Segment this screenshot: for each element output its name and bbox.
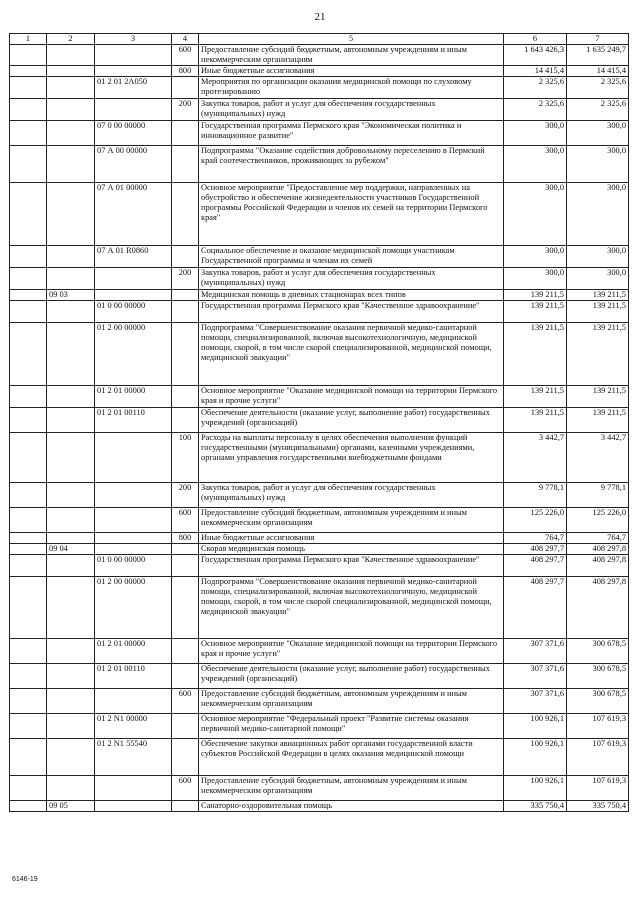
target-article-cell bbox=[95, 776, 172, 801]
amount-col6-cell: 139 211,5 bbox=[504, 323, 567, 386]
subsection-code-cell: 09 04 bbox=[47, 544, 95, 555]
section-code-cell bbox=[10, 183, 47, 246]
amount-col7-cell: 300,0 bbox=[567, 121, 629, 146]
amount-col7-cell: 300,0 bbox=[567, 146, 629, 183]
table-row bbox=[10, 183, 629, 246]
target-article-cell: 01 2 N1 55540 bbox=[95, 739, 172, 776]
item-name-cell: Расходы на выплаты персоналу в целях обеспечения выполнения функций государственными (муниципальными) органами, казенными учреждениями, органами управления государственными внебюджетными фондами bbox=[199, 433, 504, 483]
item-name-cell: Предоставление субсидий бюджетным, автономным учреждениям и иным некоммерческим организациям bbox=[199, 776, 504, 801]
amount-col7-cell: 139 211,5 bbox=[567, 408, 629, 433]
table-row bbox=[10, 555, 629, 577]
amount-col6-cell: 300,0 bbox=[504, 246, 567, 268]
amount-col6-cell: 9 778,1 bbox=[504, 483, 567, 508]
subsection-code-cell bbox=[47, 433, 95, 483]
target-article-cell: 01 2 01 2А050 bbox=[95, 77, 172, 99]
item-name-cell: Закупка товаров, работ и услуг для обеспечения государственных (муниципальных) нужд bbox=[199, 268, 504, 290]
amount-col7-cell: 2 325,6 bbox=[567, 99, 629, 121]
target-article-cell bbox=[95, 99, 172, 121]
expense-type-cell bbox=[172, 739, 199, 776]
target-article-cell: 07 А 01 R0860 bbox=[95, 246, 172, 268]
subsection-code-cell bbox=[47, 386, 95, 408]
expense-type-cell bbox=[172, 246, 199, 268]
table-row bbox=[10, 776, 629, 801]
item-name-cell: Закупка товаров, работ и услуг для обеспечения государственных (муниципальных) нужд bbox=[199, 99, 504, 121]
expense-type-cell bbox=[172, 77, 199, 99]
target-article-cell bbox=[95, 268, 172, 290]
expense-type-cell bbox=[172, 146, 199, 183]
expense-type-cell bbox=[172, 323, 199, 386]
target-article-cell: 07 А 01 00000 bbox=[95, 183, 172, 246]
section-code-cell bbox=[10, 246, 47, 268]
section-code-cell bbox=[10, 544, 47, 555]
table-row bbox=[10, 99, 629, 121]
table-row bbox=[10, 433, 629, 483]
item-name-cell: Обеспечение деятельности (оказание услуг, выполнение работ) государственных учреждений (организаций) bbox=[199, 664, 504, 689]
item-name-cell: Предоставление субсидий бюджетным, автономным учреждениям и иным некоммерческим организациям bbox=[199, 508, 504, 533]
item-name-cell: Санаторно-оздоровительная помощь bbox=[199, 801, 504, 812]
expense-type-cell bbox=[172, 290, 199, 301]
subsection-code-cell bbox=[47, 45, 95, 66]
expense-type-cell bbox=[172, 121, 199, 146]
table-row bbox=[10, 544, 629, 555]
amount-col7-cell: 9 778,1 bbox=[567, 483, 629, 508]
target-article-cell: 07 0 00 00000 bbox=[95, 121, 172, 146]
amount-col6-cell: 139 211,5 bbox=[504, 408, 567, 433]
item-name-cell: Основное мероприятие "Федеральный проект "Развитие системы оказания первичной медико-санитарной помощи" bbox=[199, 714, 504, 739]
expense-type-cell: 600 bbox=[172, 776, 199, 801]
subsection-code-cell bbox=[47, 664, 95, 689]
section-code-cell bbox=[10, 739, 47, 776]
item-name-cell: Основное мероприятие "Предоставление мер поддержки, направленных на обустройство и обеспечение жизнедеятельности участников Государственной программы Российской Федерации и членов их семей на территории Пермского края" bbox=[199, 183, 504, 246]
target-article-cell: 01 2 01 00110 bbox=[95, 664, 172, 689]
target-article-cell: 01 2 01 00000 bbox=[95, 639, 172, 664]
amount-col6-cell: 2 325,6 bbox=[504, 99, 567, 121]
amount-col7-cell: 335 750,4 bbox=[567, 801, 629, 812]
target-article-cell bbox=[95, 533, 172, 544]
subsection-code-cell bbox=[47, 714, 95, 739]
column-number-1: 1 bbox=[10, 34, 47, 45]
amount-col7-cell: 139 211,5 bbox=[567, 323, 629, 386]
target-article-cell bbox=[95, 689, 172, 714]
amount-col7-cell: 107 619,3 bbox=[567, 714, 629, 739]
column-number-5: 5 bbox=[199, 34, 504, 45]
subsection-code-cell bbox=[47, 508, 95, 533]
subsection-code-cell bbox=[47, 776, 95, 801]
amount-col7-cell: 764,7 bbox=[567, 533, 629, 544]
subsection-code-cell bbox=[47, 739, 95, 776]
expense-type-cell: 100 bbox=[172, 433, 199, 483]
amount-col7-cell: 408 297,8 bbox=[567, 577, 629, 639]
amount-col7-cell: 139 211,5 bbox=[567, 301, 629, 323]
table-row bbox=[10, 639, 629, 664]
expense-type-cell bbox=[172, 801, 199, 812]
section-code-cell bbox=[10, 508, 47, 533]
subsection-code-cell bbox=[47, 246, 95, 268]
section-code-cell bbox=[10, 776, 47, 801]
section-code-cell bbox=[10, 483, 47, 508]
page-number: 21 bbox=[314, 11, 326, 23]
column-number-4: 4 bbox=[172, 34, 199, 45]
amount-col7-cell: 300,0 bbox=[567, 268, 629, 290]
amount-col7-cell: 408 297,8 bbox=[567, 544, 629, 555]
target-article-cell bbox=[95, 483, 172, 508]
table-row bbox=[10, 533, 629, 544]
item-name-cell: Подпрограмма "Совершенствование оказания первичной медико-санитарной помощи, специализированной, включая высокотехнологичную, медицинской помощи, скорой, в том числе скорой специализированной, медицинской помощи, медицинской эвакуации" bbox=[199, 323, 504, 386]
item-name-cell: Медицинская помощь в дневных стационарах всех типов bbox=[199, 290, 504, 301]
amount-col6-cell: 139 211,5 bbox=[504, 290, 567, 301]
amount-col7-cell: 139 211,5 bbox=[567, 290, 629, 301]
section-code-cell bbox=[10, 555, 47, 577]
section-code-cell bbox=[10, 77, 47, 99]
table-row bbox=[10, 45, 629, 66]
section-code-cell bbox=[10, 408, 47, 433]
item-name-cell: Государственная программа Пермского края "Качественное здравоохранение" bbox=[199, 555, 504, 577]
subsection-code-cell bbox=[47, 533, 95, 544]
expense-type-cell bbox=[172, 301, 199, 323]
target-article-cell: 01 2 00 00000 bbox=[95, 577, 172, 639]
table-row bbox=[10, 246, 629, 268]
column-number-row bbox=[10, 34, 629, 45]
target-article-cell bbox=[95, 801, 172, 812]
section-code-cell bbox=[10, 801, 47, 812]
subsection-code-cell bbox=[47, 66, 95, 77]
table-row bbox=[10, 739, 629, 776]
subsection-code-cell: 09 03 bbox=[47, 290, 95, 301]
subsection-code-cell bbox=[47, 555, 95, 577]
expense-type-cell bbox=[172, 639, 199, 664]
table-row bbox=[10, 689, 629, 714]
amount-col7-cell: 3 442,7 bbox=[567, 433, 629, 483]
section-code-cell bbox=[10, 714, 47, 739]
column-number-2: 2 bbox=[47, 34, 95, 45]
target-article-cell: 01 0 00 00000 bbox=[95, 555, 172, 577]
table-row bbox=[10, 801, 629, 812]
target-article-cell: 01 2 N1 00000 bbox=[95, 714, 172, 739]
expense-type-cell: 600 bbox=[172, 508, 199, 533]
item-name-cell: Обеспечение закупки авиационных работ органами государственной власти субъектов Российской Федерации в целях оказания медицинской помощи bbox=[199, 739, 504, 776]
target-article-cell: 01 2 00 00000 bbox=[95, 323, 172, 386]
expense-type-cell: 800 bbox=[172, 66, 199, 77]
amount-col6-cell: 307 371,6 bbox=[504, 664, 567, 689]
amount-col7-cell: 14 415,4 bbox=[567, 66, 629, 77]
section-code-cell bbox=[10, 301, 47, 323]
subsection-code-cell bbox=[47, 689, 95, 714]
table-row bbox=[10, 323, 629, 386]
expense-type-cell: 200 bbox=[172, 483, 199, 508]
amount-col6-cell: 300,0 bbox=[504, 121, 567, 146]
expense-type-cell bbox=[172, 544, 199, 555]
section-code-cell bbox=[10, 99, 47, 121]
amount-col6-cell: 335 750,4 bbox=[504, 801, 567, 812]
table-row bbox=[10, 714, 629, 739]
target-article-cell bbox=[95, 290, 172, 301]
section-code-cell bbox=[10, 323, 47, 386]
section-code-cell bbox=[10, 121, 47, 146]
target-article-cell bbox=[95, 544, 172, 555]
expense-type-cell: 600 bbox=[172, 689, 199, 714]
amount-col6-cell: 125 226,0 bbox=[504, 508, 567, 533]
amount-col7-cell: 300,0 bbox=[567, 183, 629, 246]
amount-col6-cell: 139 211,5 bbox=[504, 386, 567, 408]
section-code-cell bbox=[10, 639, 47, 664]
target-article-cell: 01 2 01 00000 bbox=[95, 386, 172, 408]
table-row bbox=[10, 508, 629, 533]
amount-col6-cell: 300,0 bbox=[504, 146, 567, 183]
subsection-code-cell bbox=[47, 183, 95, 246]
amount-col7-cell: 300 678,5 bbox=[567, 664, 629, 689]
section-code-cell bbox=[10, 577, 47, 639]
amount-col6-cell: 2 325,6 bbox=[504, 77, 567, 99]
footer-code: 6146-19 bbox=[12, 876, 38, 883]
column-number-3: 3 bbox=[95, 34, 172, 45]
expense-type-cell bbox=[172, 386, 199, 408]
item-name-cell: Иные бюджетные ассигнования bbox=[199, 533, 504, 544]
item-name-cell: Закупка товаров, работ и услуг для обеспечения государственных (муниципальных) нужд bbox=[199, 483, 504, 508]
amount-col6-cell: 139 211,5 bbox=[504, 301, 567, 323]
item-name-cell: Социальное обеспечение и оказание медицинской помощи участникам Государственной программы и членам их семей bbox=[199, 246, 504, 268]
item-name-cell: Иные бюджетные ассигнования bbox=[199, 66, 504, 77]
table-row bbox=[10, 66, 629, 77]
item-name-cell: Основное мероприятие "Оказание медицинской помощи на территории Пермского края и прочие услуги" bbox=[199, 639, 504, 664]
amount-col6-cell: 307 371,6 bbox=[504, 639, 567, 664]
table-row bbox=[10, 483, 629, 508]
subsection-code-cell bbox=[47, 121, 95, 146]
amount-col6-cell: 300,0 bbox=[504, 183, 567, 246]
section-code-cell bbox=[10, 533, 47, 544]
expense-type-cell bbox=[172, 714, 199, 739]
subsection-code-cell bbox=[47, 323, 95, 386]
target-article-cell bbox=[95, 508, 172, 533]
expense-type-cell bbox=[172, 664, 199, 689]
amount-col7-cell: 300 678,5 bbox=[567, 639, 629, 664]
amount-col7-cell: 2 325,6 bbox=[567, 77, 629, 99]
subsection-code-cell bbox=[47, 301, 95, 323]
section-code-cell bbox=[10, 290, 47, 301]
target-article-cell bbox=[95, 66, 172, 77]
target-article-cell bbox=[95, 433, 172, 483]
subsection-code-cell bbox=[47, 77, 95, 99]
item-name-cell: Обеспечение деятельности (оказание услуг, выполнение работ) государственных учреждений (организаций) bbox=[199, 408, 504, 433]
expense-type-cell bbox=[172, 555, 199, 577]
section-code-cell bbox=[10, 689, 47, 714]
budget-table bbox=[9, 33, 629, 812]
amount-col6-cell: 100 926,1 bbox=[504, 714, 567, 739]
expense-type-cell: 800 bbox=[172, 533, 199, 544]
amount-col7-cell: 139 211,5 bbox=[567, 386, 629, 408]
amount-col6-cell: 408 297,7 bbox=[504, 555, 567, 577]
amount-col6-cell: 408 297,7 bbox=[504, 577, 567, 639]
amount-col7-cell: 1 635 249,7 bbox=[567, 45, 629, 66]
table-row bbox=[10, 121, 629, 146]
subsection-code-cell bbox=[47, 483, 95, 508]
amount-col7-cell: 107 619,3 bbox=[567, 776, 629, 801]
amount-col7-cell: 408 297,8 bbox=[567, 555, 629, 577]
amount-col7-cell: 300,0 bbox=[567, 246, 629, 268]
table-row bbox=[10, 664, 629, 689]
amount-col6-cell: 100 926,1 bbox=[504, 776, 567, 801]
item-name-cell: Предоставление субсидий бюджетным, автономным учреждениям и иным некоммерческим организациям bbox=[199, 689, 504, 714]
subsection-code-cell: 09 05 bbox=[47, 801, 95, 812]
item-name-cell: Основное мероприятие "Оказание медицинской помощи на территории Пермского края и прочие услуги" bbox=[199, 386, 504, 408]
amount-col6-cell: 1 643 426,3 bbox=[504, 45, 567, 66]
subsection-code-cell bbox=[47, 268, 95, 290]
item-name-cell: Мероприятия по организации оказания медицинской помощи по слуховому протезированию bbox=[199, 77, 504, 99]
target-article-cell bbox=[95, 45, 172, 66]
table-row bbox=[10, 146, 629, 183]
amount-col6-cell: 100 926,1 bbox=[504, 739, 567, 776]
section-code-cell bbox=[10, 45, 47, 66]
amount-col6-cell: 764,7 bbox=[504, 533, 567, 544]
expense-type-cell: 200 bbox=[172, 99, 199, 121]
amount-col6-cell: 307 371,6 bbox=[504, 689, 567, 714]
item-name-cell: Государственная программа Пермского края "Экономическая политика и инновационное развитие" bbox=[199, 121, 504, 146]
section-code-cell bbox=[10, 664, 47, 689]
table-body bbox=[10, 45, 629, 812]
amount-col7-cell: 300 678,5 bbox=[567, 689, 629, 714]
item-name-cell: Подпрограмма "Оказание содействия добровольному переселению в Пермский край соотечественников, проживающих за рубежом" bbox=[199, 146, 504, 183]
amount-col7-cell: 107 619,3 bbox=[567, 739, 629, 776]
section-code-cell bbox=[10, 268, 47, 290]
expense-type-cell: 200 bbox=[172, 268, 199, 290]
column-number-6: 6 bbox=[504, 34, 567, 45]
subsection-code-cell bbox=[47, 146, 95, 183]
subsection-code-cell bbox=[47, 408, 95, 433]
amount-col6-cell: 300,0 bbox=[504, 268, 567, 290]
subsection-code-cell bbox=[47, 639, 95, 664]
expense-type-cell bbox=[172, 577, 199, 639]
expense-type-cell: 600 bbox=[172, 45, 199, 66]
table-row bbox=[10, 577, 629, 639]
table-row bbox=[10, 408, 629, 433]
item-name-cell: Скорая медицинская помощь bbox=[199, 544, 504, 555]
section-code-cell bbox=[10, 146, 47, 183]
subsection-code-cell bbox=[47, 99, 95, 121]
table-row bbox=[10, 77, 629, 99]
amount-col7-cell: 125 226,0 bbox=[567, 508, 629, 533]
table-row bbox=[10, 386, 629, 408]
expense-type-cell bbox=[172, 408, 199, 433]
target-article-cell: 01 0 00 00000 bbox=[95, 301, 172, 323]
target-article-cell: 01 2 01 00110 bbox=[95, 408, 172, 433]
item-name-cell: Государственная программа Пермского края "Качественное здравоохранение" bbox=[199, 301, 504, 323]
table-row bbox=[10, 268, 629, 290]
amount-col6-cell: 408 297,7 bbox=[504, 544, 567, 555]
column-number-7: 7 bbox=[567, 34, 629, 45]
amount-col6-cell: 14 415,4 bbox=[504, 66, 567, 77]
expense-type-cell bbox=[172, 183, 199, 246]
section-code-cell bbox=[10, 433, 47, 483]
target-article-cell: 07 А 00 00000 bbox=[95, 146, 172, 183]
amount-col6-cell: 3 442,7 bbox=[504, 433, 567, 483]
section-code-cell bbox=[10, 386, 47, 408]
item-name-cell: Предоставление субсидий бюджетным, автономным учреждениям и иным некоммерческим организациям bbox=[199, 45, 504, 66]
section-code-cell bbox=[10, 66, 47, 77]
table-row bbox=[10, 301, 629, 323]
item-name-cell: Подпрограмма "Совершенствование оказания первичной медико-санитарной помощи, специализированной, включая высокотехнологичную, медицинской помощи, скорой, в том числе скорой специализированной, медицинской помощи, медицинской эвакуации" bbox=[199, 577, 504, 639]
subsection-code-cell bbox=[47, 577, 95, 639]
table-row bbox=[10, 290, 629, 301]
